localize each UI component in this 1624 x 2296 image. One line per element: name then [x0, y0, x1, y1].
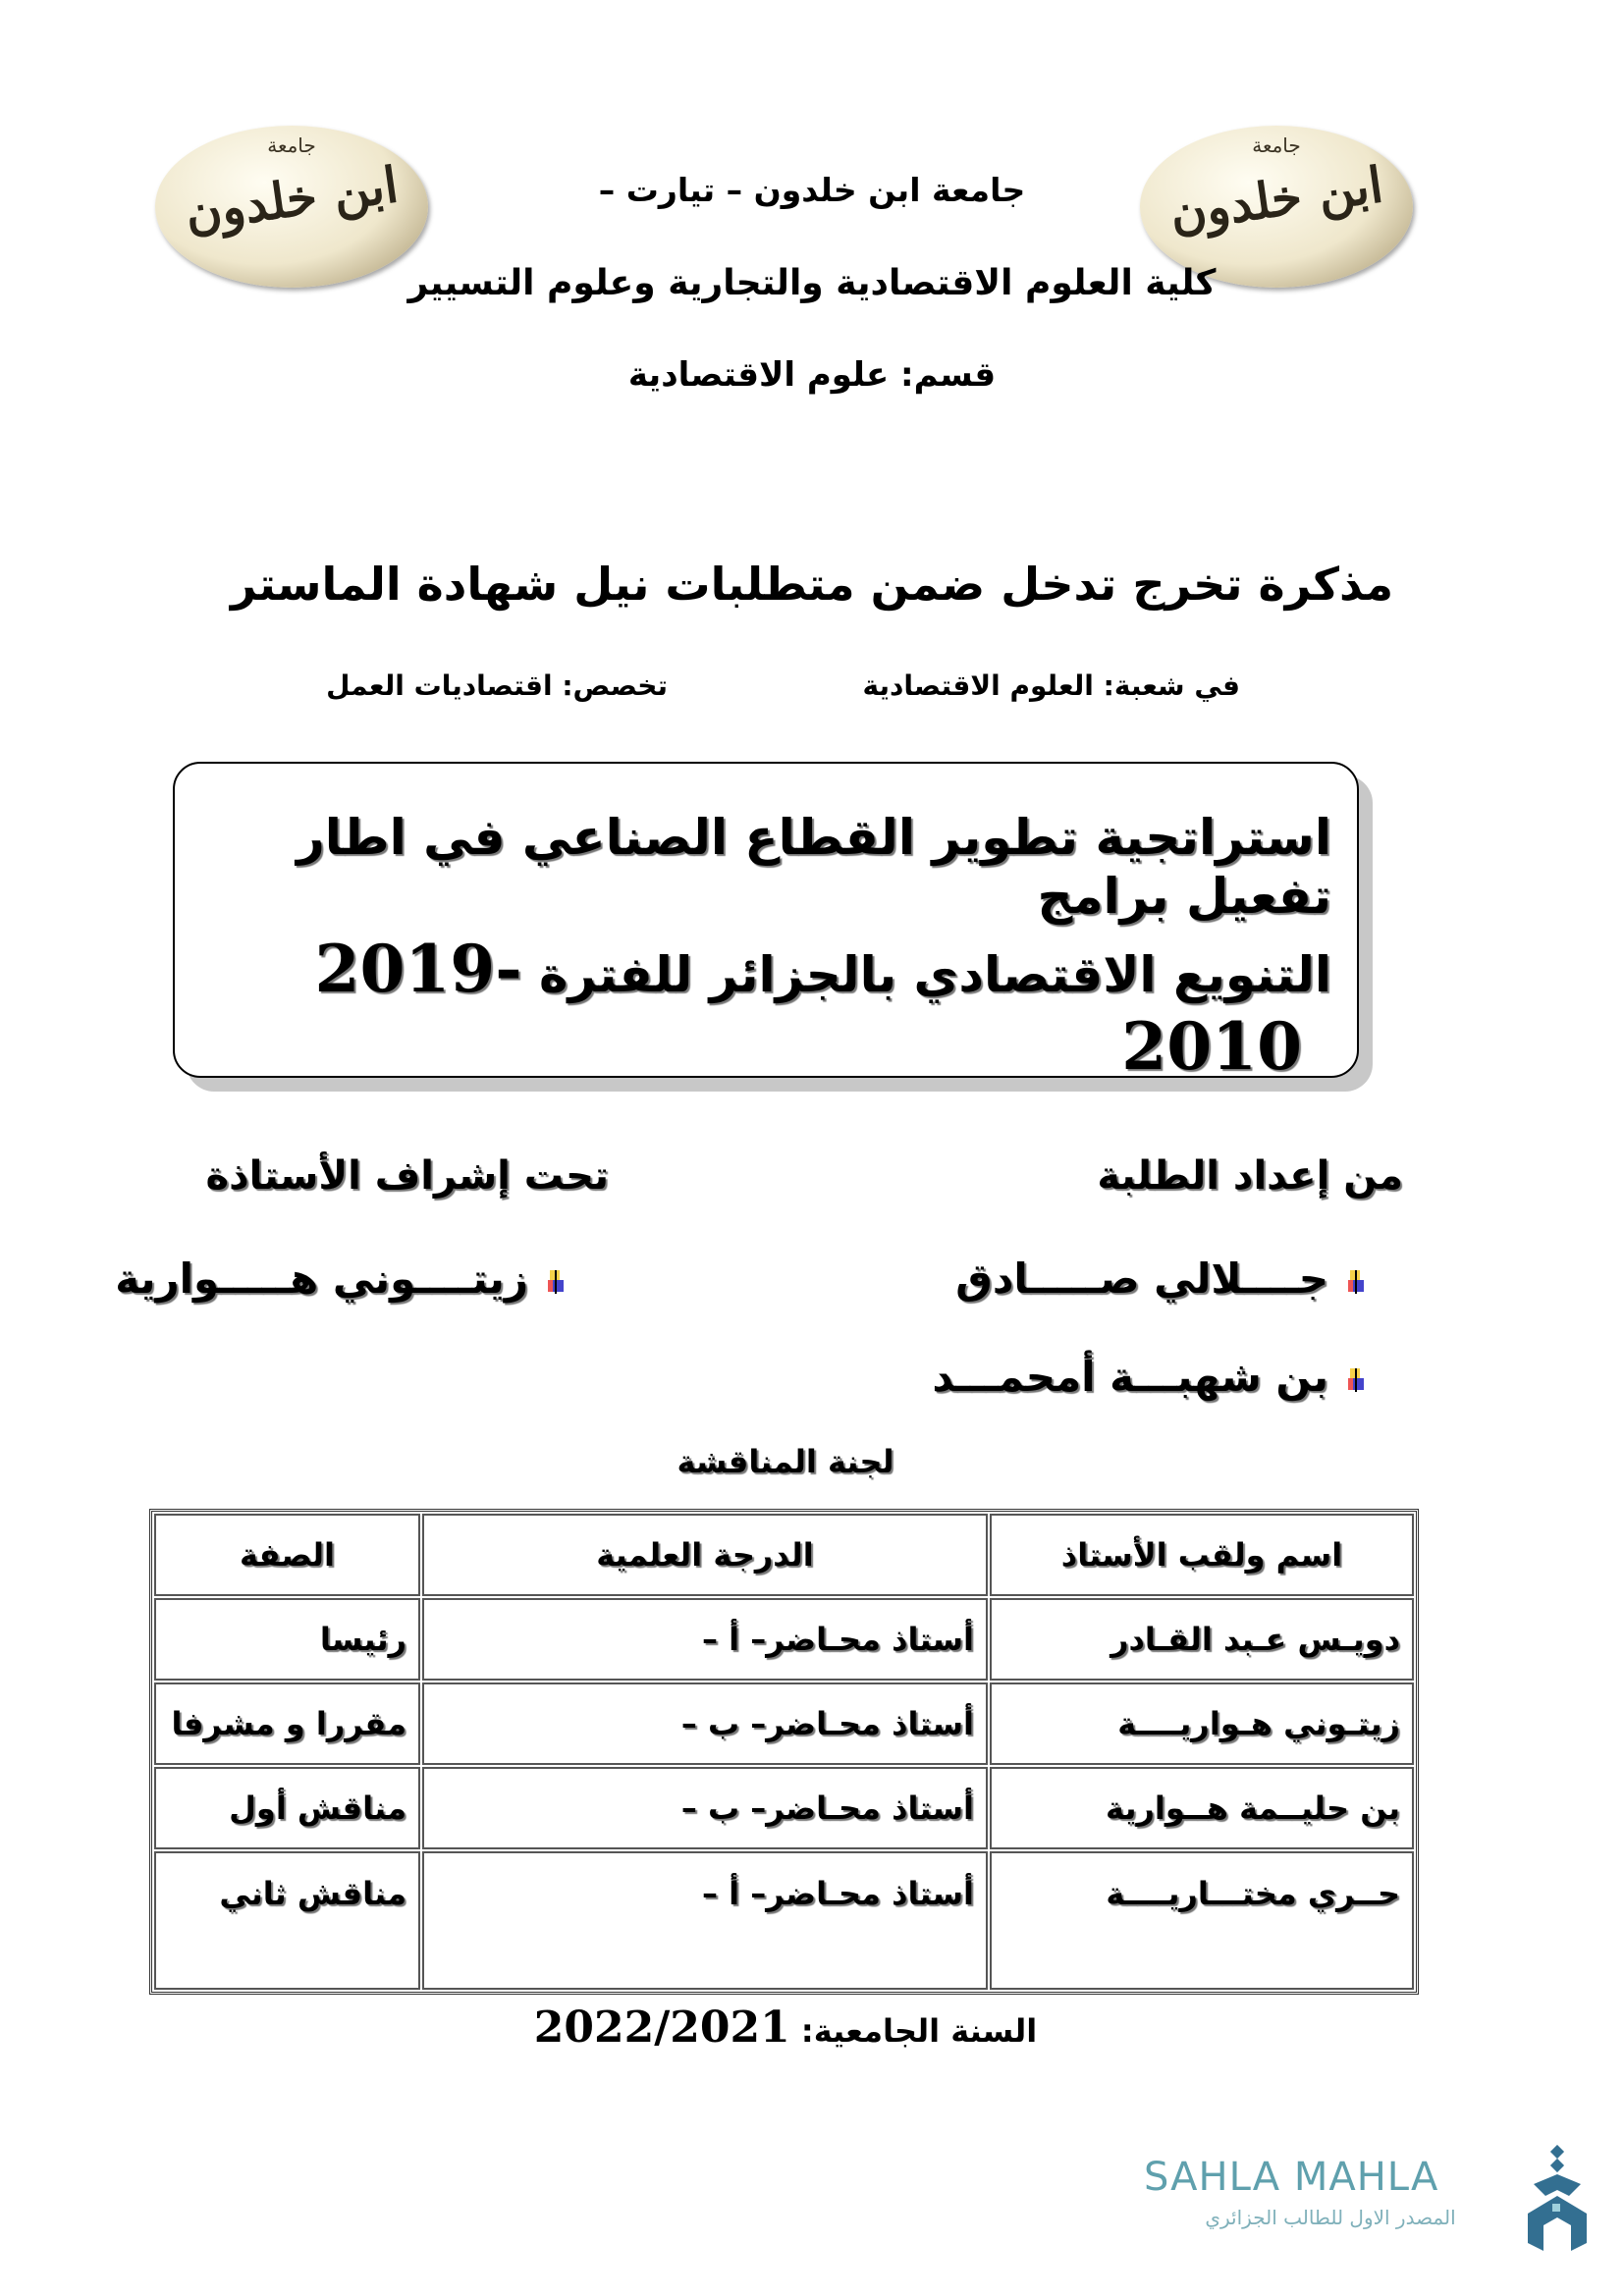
header-name: اسم ولقب الأستاذ: [990, 1514, 1414, 1596]
cell-rank: أستاذ محـاضر– ب –: [422, 1682, 988, 1765]
cell-name: حــري مختـــاريــــة: [990, 1851, 1414, 1990]
author-name: بن شهبـــة أمحمـــد: [932, 1353, 1328, 1401]
bullet-icon: [548, 1270, 564, 1294]
cell-role: مناقش ثاني: [154, 1851, 420, 1990]
thesis-title-line2-text: التنويع الاقتصادي بالجزائر للفترة: [539, 946, 1331, 1003]
supervisor-item: [115, 1255, 564, 1303]
thesis-period: 2019-2010: [314, 931, 1302, 1086]
table-header-row: [154, 1514, 1414, 1596]
thesis-title-line1: استراتجية تطوير القطاع الصناعي في اطار تفعيل برامج: [296, 809, 1331, 925]
academic-year-label: السنة الجامعية:: [800, 2012, 1038, 2050]
supervisor-name: زيتــــوني هـــــوارية: [115, 1255, 528, 1303]
watermark-brand: SAHLA MAHLA: [1144, 2155, 1439, 2200]
table-row: [154, 1767, 1414, 1849]
header-rank: الدرجة العلمية: [422, 1514, 988, 1596]
logo-calligraphy: ابن خلدون: [1166, 155, 1386, 242]
department-name: قسم: علوم الاقتصادية: [627, 355, 997, 395]
committee-title: لجنة المناقشة: [677, 1443, 894, 1480]
cell-rank: أستاذ محـاضر– أ –: [422, 1598, 988, 1681]
faculty-name: كلية العلوم الاقتصادية والتجارية وعلوم التسيير: [407, 263, 1217, 303]
cell-rank: أستاذ محـاضر– ب –: [422, 1767, 988, 1849]
specialty-label: تخصص: اقتصاديات العمل: [326, 669, 668, 702]
cell-rank: أستاذ محـاضر– أ –: [422, 1851, 988, 1990]
watermark-tagline: المصدر الاول للطالب الجزائري: [1205, 2206, 1456, 2229]
committee-table: [149, 1509, 1419, 1995]
logo-calligraphy: ابن خلدون: [182, 155, 402, 242]
thesis-title-line2: [200, 931, 1331, 1086]
author-item: [955, 1255, 1364, 1303]
logo-ring-text: جامعة: [1252, 133, 1301, 157]
cell-role: رئيسا: [154, 1598, 420, 1681]
bullet-icon: [1348, 1368, 1364, 1392]
cell-role: مناقش أول: [154, 1767, 420, 1849]
thesis-title-box: [173, 762, 1359, 1086]
logo-ring-text: جامعة: [267, 133, 316, 157]
bullet-icon: [1348, 1270, 1364, 1294]
watermark-emblem-icon: [1522, 2145, 1596, 2253]
sahla-mahla-watermark: [1129, 2145, 1600, 2253]
author-name: جــــلالي صـــــادق: [955, 1255, 1328, 1303]
branch-label: في شعبة: العلوم الاقتصادية: [862, 669, 1240, 702]
header-role: الصفة: [154, 1514, 420, 1596]
memo-purpose: مذكرة تخرج تدخل ضمن متطلبات نيل شهادة الماستر: [230, 558, 1394, 611]
cell-name: دويـس عـبد القـادر: [990, 1598, 1414, 1681]
table-row: [154, 1851, 1414, 1990]
author-item: [932, 1353, 1364, 1401]
table-row: [154, 1598, 1414, 1681]
supervisor-label: تحت إشراف الأستاذة: [205, 1153, 609, 1199]
academic-year: [98, 2002, 1473, 2053]
cell-name: زيتـوني هـواريــــة: [990, 1682, 1414, 1765]
cell-name: بن حليــمة هــوارية: [990, 1767, 1414, 1849]
authors-label: من إعداد الطلبة: [1097, 1153, 1403, 1199]
cell-role: مقررا و مشرفا: [154, 1682, 420, 1765]
table-row: [154, 1682, 1414, 1765]
academic-year-value: 2022/2021: [533, 2002, 790, 2053]
university-name: جامعة ابن خلدون – تيارت –: [598, 171, 1026, 209]
